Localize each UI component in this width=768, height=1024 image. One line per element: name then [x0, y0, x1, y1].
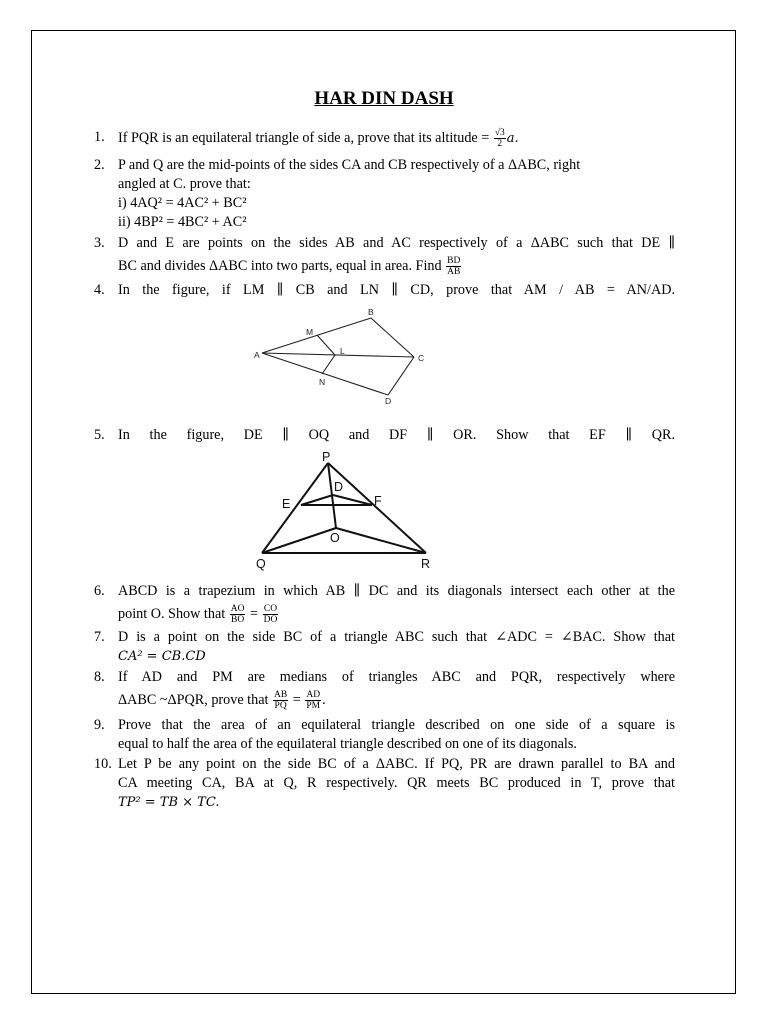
label-f: F — [374, 494, 382, 508]
fraction: $\frac{√3}{2}$ — [494, 128, 505, 149]
question-2 — [94, 156, 675, 232]
label-p: P — [322, 450, 331, 464]
question-text-line: TP² = TB × TC. — [118, 795, 220, 810]
question-number: 8. — [94, 669, 105, 685]
label-c: C — [418, 353, 425, 363]
question-9 — [94, 716, 675, 754]
label-o: O — [330, 531, 340, 545]
label-r: R — [421, 557, 431, 571]
label-d: D — [385, 396, 392, 406]
question-text-line: BC and divides ΔABC into two parts, equal in area. Find — [118, 257, 442, 274]
figure-1-quadrilateral — [242, 305, 432, 407]
question-number: 2. — [94, 157, 105, 173]
label-l: L — [340, 346, 345, 356]
question-number: 6. — [94, 583, 105, 599]
question-text-line: Let P be any point on the side BC of a ΔABC. If PQ, PR are drawn parallel to BA and — [118, 756, 675, 772]
question-number: 5. — [94, 427, 105, 443]
question-4 — [94, 281, 675, 300]
question-text-line: i) 4AQ² = 4AC² + BC² — [118, 195, 247, 211]
question-text-line: D is a point on the side BC of a triangle ABC such that ∠ADC = ∠BAC. Show that — [118, 629, 675, 645]
label-b: B — [368, 307, 374, 317]
fraction: $\frac{CO}{DO}$ — [263, 604, 278, 625]
equals-sign: = — [292, 691, 301, 708]
label-e: E — [282, 497, 291, 511]
fraction: $\frac{AD}{PM}$ — [306, 690, 321, 711]
question-text-line: CA meeting CA, BA at Q, R respectively. QR meets BC produced in T, prove that — [118, 775, 675, 791]
question-text: In the figure, if LM ∥ CB and LN ∥ CD, prove that AM / AB = AN/AD. — [118, 282, 675, 298]
label-a: A — [254, 350, 260, 360]
equals-sign: = — [250, 605, 259, 622]
figure-2-triangle — [248, 448, 438, 572]
question-3 — [94, 234, 675, 277]
question-text-line: D and E are points on the sides AB and AC respectively of a ΔABC such that DE ∥ — [118, 235, 675, 251]
question-text-line: CA² = CB.CD — [118, 649, 206, 664]
question-8 — [94, 668, 675, 711]
question-6 — [94, 582, 675, 625]
math-tail: a. — [506, 130, 519, 146]
label-n: N — [319, 377, 326, 387]
fraction: $\frac{AB}{PQ}$ — [274, 690, 288, 711]
question-number: 3. — [94, 235, 105, 251]
question-number: 1. — [94, 129, 105, 145]
label-q: Q — [256, 557, 266, 571]
fraction: $\frac{AO}{BO}$ — [230, 604, 245, 625]
question-text-line: Prove that the area of an equilateral triangle described on one side of a square is — [118, 717, 675, 733]
question-text-line: equal to half the area of the equilateral triangle described on one of its diagonals. — [118, 736, 577, 752]
question-text-line: angled at C. prove that: — [118, 176, 251, 192]
question-10 — [94, 755, 675, 812]
page-title: HAR DIN DASH — [314, 88, 454, 109]
question-number: 4. — [94, 282, 105, 298]
question-text-line: ii) 4BP² = 4BC² + AC² — [118, 214, 247, 230]
period: . — [322, 691, 326, 708]
label-m: M — [306, 327, 314, 337]
question-text: If PQR is an equilateral triangle of side a, prove that its altitude = — [118, 129, 490, 146]
question-text-line: ABCD is a trapezium in which AB ∥ DC and its diagonals intersect each other at the — [118, 583, 675, 599]
question-number: 7. — [94, 629, 105, 645]
question-text-line: ΔABC ~ΔPQR, prove that — [118, 691, 269, 708]
question-text-line: P and Q are the mid-points of the sides CA and CB respectively of a ΔABC, right — [118, 157, 581, 173]
question-number: 9. — [94, 717, 105, 733]
question-5 — [94, 426, 675, 445]
fraction: $\frac{BD}{AB}$ — [447, 256, 461, 277]
question-7 — [94, 628, 675, 666]
question-text: In the figure, DE ∥ OQ and DF ∥ OR. Show that EF ∥ QR. — [118, 427, 675, 443]
question-text-line: point O. Show that — [118, 605, 226, 622]
question-1 — [94, 128, 675, 149]
label-d: D — [334, 480, 344, 494]
question-text-line: If AD and PM are medians of triangles ABC and PQR, respectively where — [118, 669, 675, 685]
question-number: 10. — [94, 756, 112, 772]
